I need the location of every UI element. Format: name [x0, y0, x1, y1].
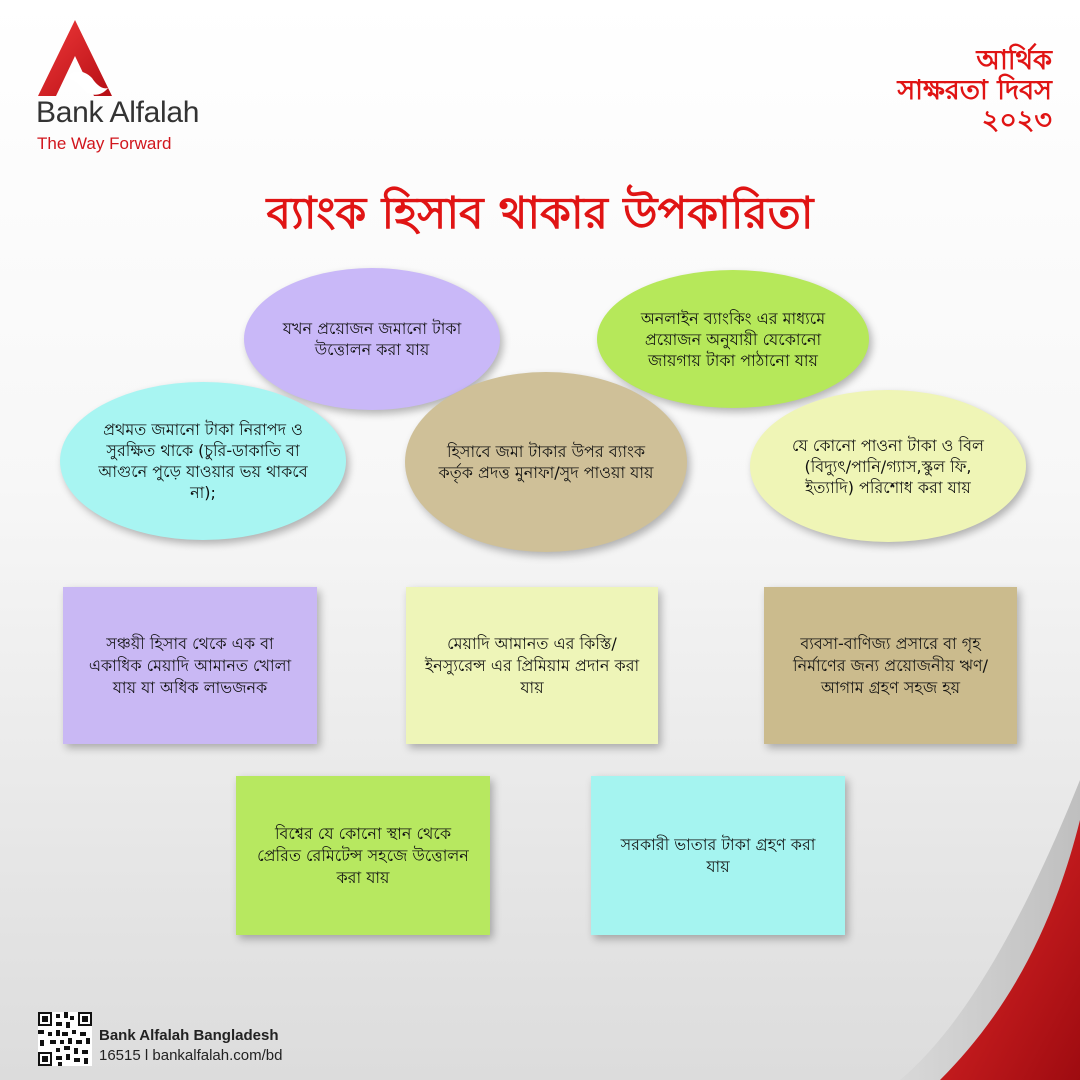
- benefit-text: সরকারী ভাতার টাকা গ্রহণ করা যায়: [620, 834, 816, 876]
- benefit-text: মেয়াদি আমানত এর কিস্তি/ইনস্যুরেন্স এর প্রিমিয়াম প্রদান করা যায়: [424, 633, 640, 697]
- benefit-ellipse-safety: [60, 382, 346, 540]
- benefit-text: বিশ্বের যে কোনো স্থান থেকে প্রেরিত রেমিটেন্স সহজে উত্তোলন করা যায়: [257, 823, 469, 887]
- event-title-line-1: আর্থিক: [976, 45, 1052, 76]
- benefit-box-loan: [764, 587, 1017, 744]
- benefit-text: যে কোনো পাওনা টাকা ও বিল (বিদ্যুৎ/পানি/গ্যাস,স্কুল ফি, ইত্যাদি) পরিশোধ করা যায়: [792, 435, 984, 497]
- benefit-text: প্রথমত জমানো টাকা নিরাপদ ও সুরক্ষিত থাকে (চুরি-ডাকাতি বা আগুনে পুড়ে যাওয়ার ভয় থাকবে না);: [98, 420, 308, 502]
- benefit-text: যখন প্রয়োজন জমানো টাকা উত্তোলন করা যায়: [282, 319, 462, 359]
- benefit-text: ব্যবসা-বাণিজ্য প্রসারে বা গৃহ নির্মাণের জন্য প্রয়োজনীয় ঋণ/আগাম গ্রহণ সহজ হয়: [793, 633, 988, 697]
- brand-tagline: The Way Forward: [37, 134, 172, 153]
- benefit-box-allowance: [591, 776, 845, 935]
- footer-bank-name: Bank Alfalah Bangladesh: [99, 1027, 279, 1044]
- benefit-text: অনলাইন ব্যাংকিং এর মাধ্যমে প্রয়োজন অনুযায়ী যেকোনো জায়গায় টাকা পাঠানো যায়: [640, 308, 826, 370]
- benefit-box-fixed-deposit: [63, 587, 317, 744]
- page-title: ব্যাংক হিসাব থাকার উপকারিতা: [266, 188, 814, 239]
- footer-contact: 16515 l bankalfalah.com/bd: [99, 1047, 283, 1064]
- qr-code-icon: [38, 1012, 92, 1066]
- event-title-line-3: ২০২৩: [981, 105, 1052, 136]
- benefit-text: সঞ্চয়ী হিসাব থেকে এক বা একাধিক মেয়াদি আমানত খোলা যায় যা অধিক লাভজনক: [88, 633, 292, 697]
- benefit-ellipse-interest: [405, 372, 687, 552]
- benefit-box-remittance: [236, 776, 490, 935]
- corner-swoosh-icon: [900, 780, 1080, 1080]
- benefit-ellipse-bill-payment: [750, 390, 1026, 542]
- event-title-line-2: সাক্ষরতা দিবস: [897, 75, 1052, 106]
- brand-name: Bank Alfalah: [36, 96, 200, 129]
- event-title: [732, 46, 1052, 136]
- benefit-ellipse-online-banking: [597, 270, 869, 408]
- benefit-text: হিসাবে জমা টাকার উপর ব্যাংক কর্তৃক প্রদত্ত মুনাফা/সুদ পাওয়া যায়: [438, 442, 654, 482]
- benefit-box-installment: [406, 587, 658, 744]
- bank-alfalah-logo-icon: [36, 18, 114, 100]
